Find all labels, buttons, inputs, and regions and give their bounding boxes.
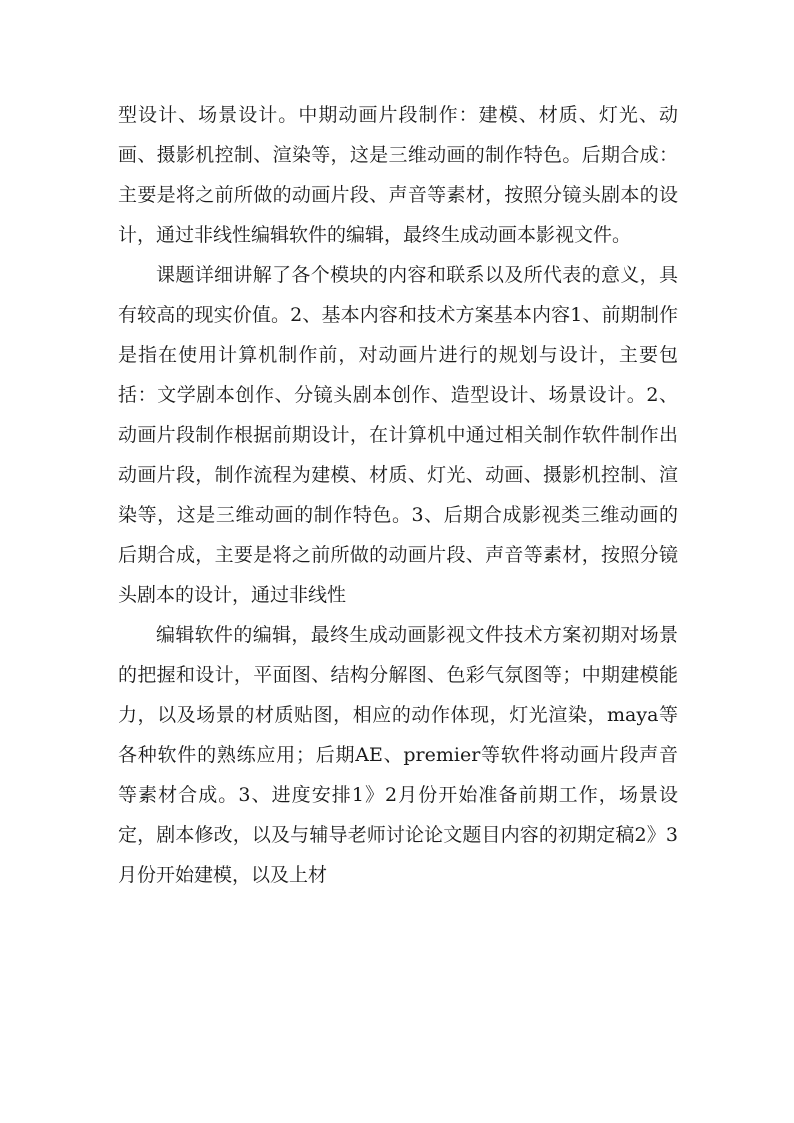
paragraph-3: 编辑软件的编辑，最终生成动画影视文件技术方案初期对场景的把握和设计，平面图、结构分解图、色彩气氛图等；中期建模能力，以及场景的材质贴图，相应的动作体现，灯光渲染，maya等各种软件的熟练应用；后期AE、premier等软件将动画片段声音等素材合成。3、进度安排1》2月份开始准备前期工作，场景设定，剧本修改，以及与辅导老师讨论论文题目内容的初期定稿2》3月份开始建模，以及上材 — [118, 624, 678, 886]
paragraph-1: 型设计、场景设计。中期动画片段制作：建模、材质、灯光、动画、摄影机控制、渲染等，这是三维动画的制作特色。后期合成：主要是将之前所做的动画片段、声音等素材，按照分镜头剧本的设计，通过非线性编辑软件的编辑，最终生成动画本影视文件。 — [118, 104, 678, 246]
body-text — [118, 95, 678, 895]
paragraph-2: 课题详细讲解了各个模块的内容和联系以及所代表的意义，具有较高的现实价值。2、基本内容和技术方案基本内容1、前期制作是指在使用计算机制作前，对动画片进行的规划与设计，主要包括：文学剧本创作、分镜头剧本创作、造型设计、场景设计。2、动画片段制作根据前期设计，在计算机中通过相关制作软件制作出动画片段，制作流程为建模、材质、灯光、动画、摄影机控制、渲染等，这是三维动画的制作特色。3、后期合成影视类三维动画的后期合成，主要是将之前所做的动画片段、声音等素材，按照分镜头剧本的设计，通过非线性 — [118, 264, 678, 606]
